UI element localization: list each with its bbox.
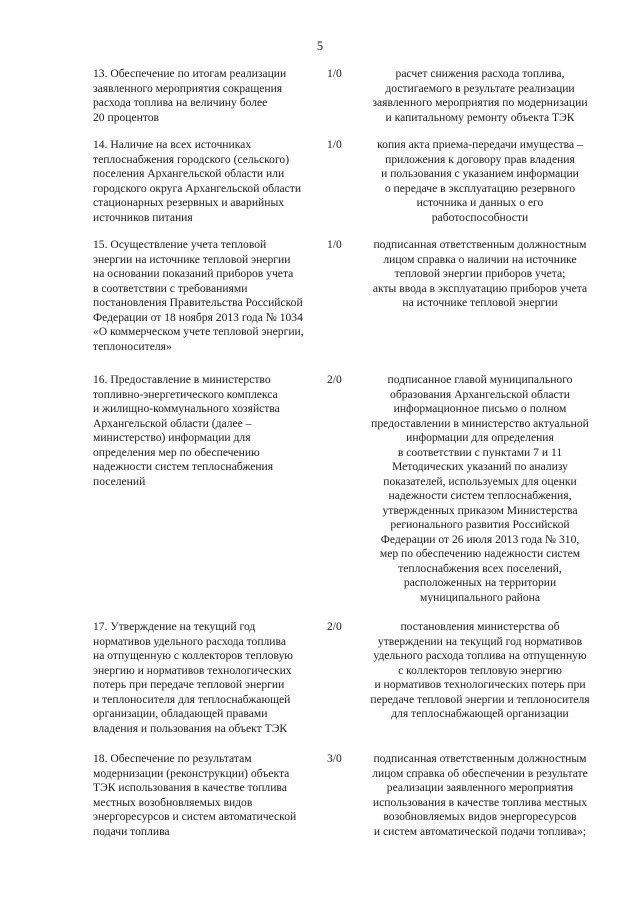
text-line: о передаче в эксплуатацию резервного [384,181,576,195]
text-line: подписанное главой муниципального [387,373,573,386]
text-line: и пользования с указанием информации [381,167,579,180]
text-line: 14. Наличие на всех источниках [93,138,252,151]
score-value: 2/0 [327,373,342,386]
text-line: в соответствии с требованиями [93,281,248,295]
text-line: и теплоносителя для теплоснабжающей [93,692,291,706]
text-line: с коллекторов тепловую энергию [398,663,562,677]
text-line: на отпущенную с коллекторов тепловую [93,649,293,662]
text-line: модернизации (реконструкции) объекта [93,766,290,780]
score-value: 1/0 [327,138,342,151]
text-line: муниципального района [420,590,540,604]
text-line: реализации заявленного мероприятия [386,781,574,794]
score-value: 2/0 [327,620,342,633]
score-value: 1/0 [327,67,342,80]
text-line: расположенных на территории [403,576,557,589]
text-line: постановления Правительства Российской [93,296,303,309]
text-line: передаче тепловой энергии и теплоносителя [370,692,590,706]
text-line: поселения Архангельской области или [93,167,285,180]
text-line: и жилищно-коммунального хозяйства [93,402,280,415]
text-line: утверждении на текущий год нормативов [377,634,583,648]
text-line: утвержденных приказом Министерства [382,503,578,517]
evidence-text [362,238,598,311]
text-line: теплоносителя» [93,339,172,353]
text-line: работоспособности [431,210,529,224]
text-line: теплоснабжения городского (сельского) [93,152,290,166]
text-line: подписанная ответственным должностным [373,752,587,765]
text-line: показателей, используемых для оценки [383,474,577,488]
criterion-text [93,373,325,489]
evidence-text [362,373,598,605]
text-line: источников питания [93,210,193,224]
text-line: и капитальному ремонту объекта ТЭК [385,110,575,124]
text-line: подачи топлива [93,824,170,838]
text-line: удельного расхода топлива на отпущенную [373,649,587,662]
text-line: 16. Предоставление в министерство [93,373,271,386]
score-value: 1/0 [327,238,342,251]
text-line: подписанная ответственным должностным [373,238,587,251]
text-line: приложения к договору прав владения [385,152,575,166]
text-line: надежности систем теплоснабжения, [388,489,572,502]
evidence-text [362,620,598,722]
criterion-text [93,752,325,839]
text-line: использования в качестве топлива местных [372,795,588,809]
text-line: акты ввода в эксплуатацию приборов учета [372,281,588,295]
text-line: Федерации от 26 июля 2013 года № 310, [380,532,580,546]
text-line: ТЭК использования в качестве топлива [93,781,287,794]
score-value: 3/0 [327,752,342,765]
evidence-text [362,138,598,225]
text-line: заявленного мероприятия по модернизации [372,96,588,109]
text-line: предоставлении в министерство актуальной [371,416,589,430]
text-line: надежности систем теплоснабжения [93,460,274,473]
criterion-text [93,67,325,125]
text-line: расчет снижения расхода топлива, [395,67,565,80]
text-line: лицом справка о наличии на источнике [383,252,577,266]
text-line: Федерации от 18 ноября 2013 года № 1034 [93,310,303,324]
text-line: в соответствии с пунктами 7 и 11 [397,445,563,459]
text-line: стационарных резервных и аварийных [93,196,285,209]
text-line: владения и пользования на объект ТЭК [93,721,288,735]
text-line: информационное письмо о полном [393,402,567,415]
text-line: и нормативов технологических потерь при [374,678,586,691]
text-line: источника и данных о его [416,196,544,209]
text-line: заявленного мероприятия сокращения [93,81,283,95]
text-line: Методических указаний по анализу [392,460,568,473]
evidence-text [362,752,598,839]
text-line: расхода топлива на величину более [93,96,268,109]
text-line: образования Архангельской области [390,387,570,401]
text-line: на источнике тепловой энергии [402,296,558,309]
page-number: 5 [316,39,324,53]
text-line: возобновляемых видов энергоресурсов [383,810,577,823]
text-line: 15. Осуществление учета тепловой [93,238,267,251]
evidence-text [362,67,598,125]
text-line: поселений [93,474,146,488]
text-line: топливно-энергетического комплекса [93,387,278,401]
criterion-text [93,620,325,736]
text-line: энергии на источнике тепловой энергии [93,252,291,266]
text-line: регионального развития Российской [390,518,570,531]
text-line: местных возобновляемых видов [93,795,253,809]
text-line: Архангельской области (далее – [93,416,252,430]
text-line: постановления министерства об [400,620,560,633]
text-line: городского округа Архангельской области [93,181,302,195]
text-line: достигаемого в результате реализации [385,81,575,95]
text-line: потерь при передаче тепловой энергии [93,678,285,691]
text-line: 13. Обеспечение по итогам реализации [93,67,287,80]
text-line: 20 процентов [93,110,160,124]
text-line: теплоснабжения всех поселений, [398,561,562,575]
text-line: 18. Обеспечение по результатам [93,752,252,765]
text-line: и систем автоматической подачи топлива»; [373,824,587,838]
text-line: организации, обладающей правами [93,707,268,720]
text-line: лицом справка об обеспечении в результате [372,766,588,780]
text-line: для теплоснабжающей организации [391,707,569,720]
text-line: тепловой энергии приборов учета; [394,267,566,280]
text-line: на основании показаний приборов учета [93,267,294,280]
text-line: нормативов удельного расхода топлива [93,634,286,648]
text-line: 17. Утверждение на текущий год [93,620,256,633]
text-line: энергоресурсов и систем автоматической [93,810,297,823]
criterion-text [93,238,325,354]
text-line: «О коммерческом учете тепловой энергии, [93,325,304,338]
criterion-text [93,138,325,225]
text-line: определения мер по обеспечению [93,445,260,459]
text-line: копия акта приема-передачи имущества – [377,138,583,151]
text-line: энергию и нормативов технологических [93,663,292,677]
text-line: мер по обеспечению надежности систем [379,547,581,560]
text-line: министерство) информации для [93,431,251,444]
text-line: информации для определения [406,431,554,444]
